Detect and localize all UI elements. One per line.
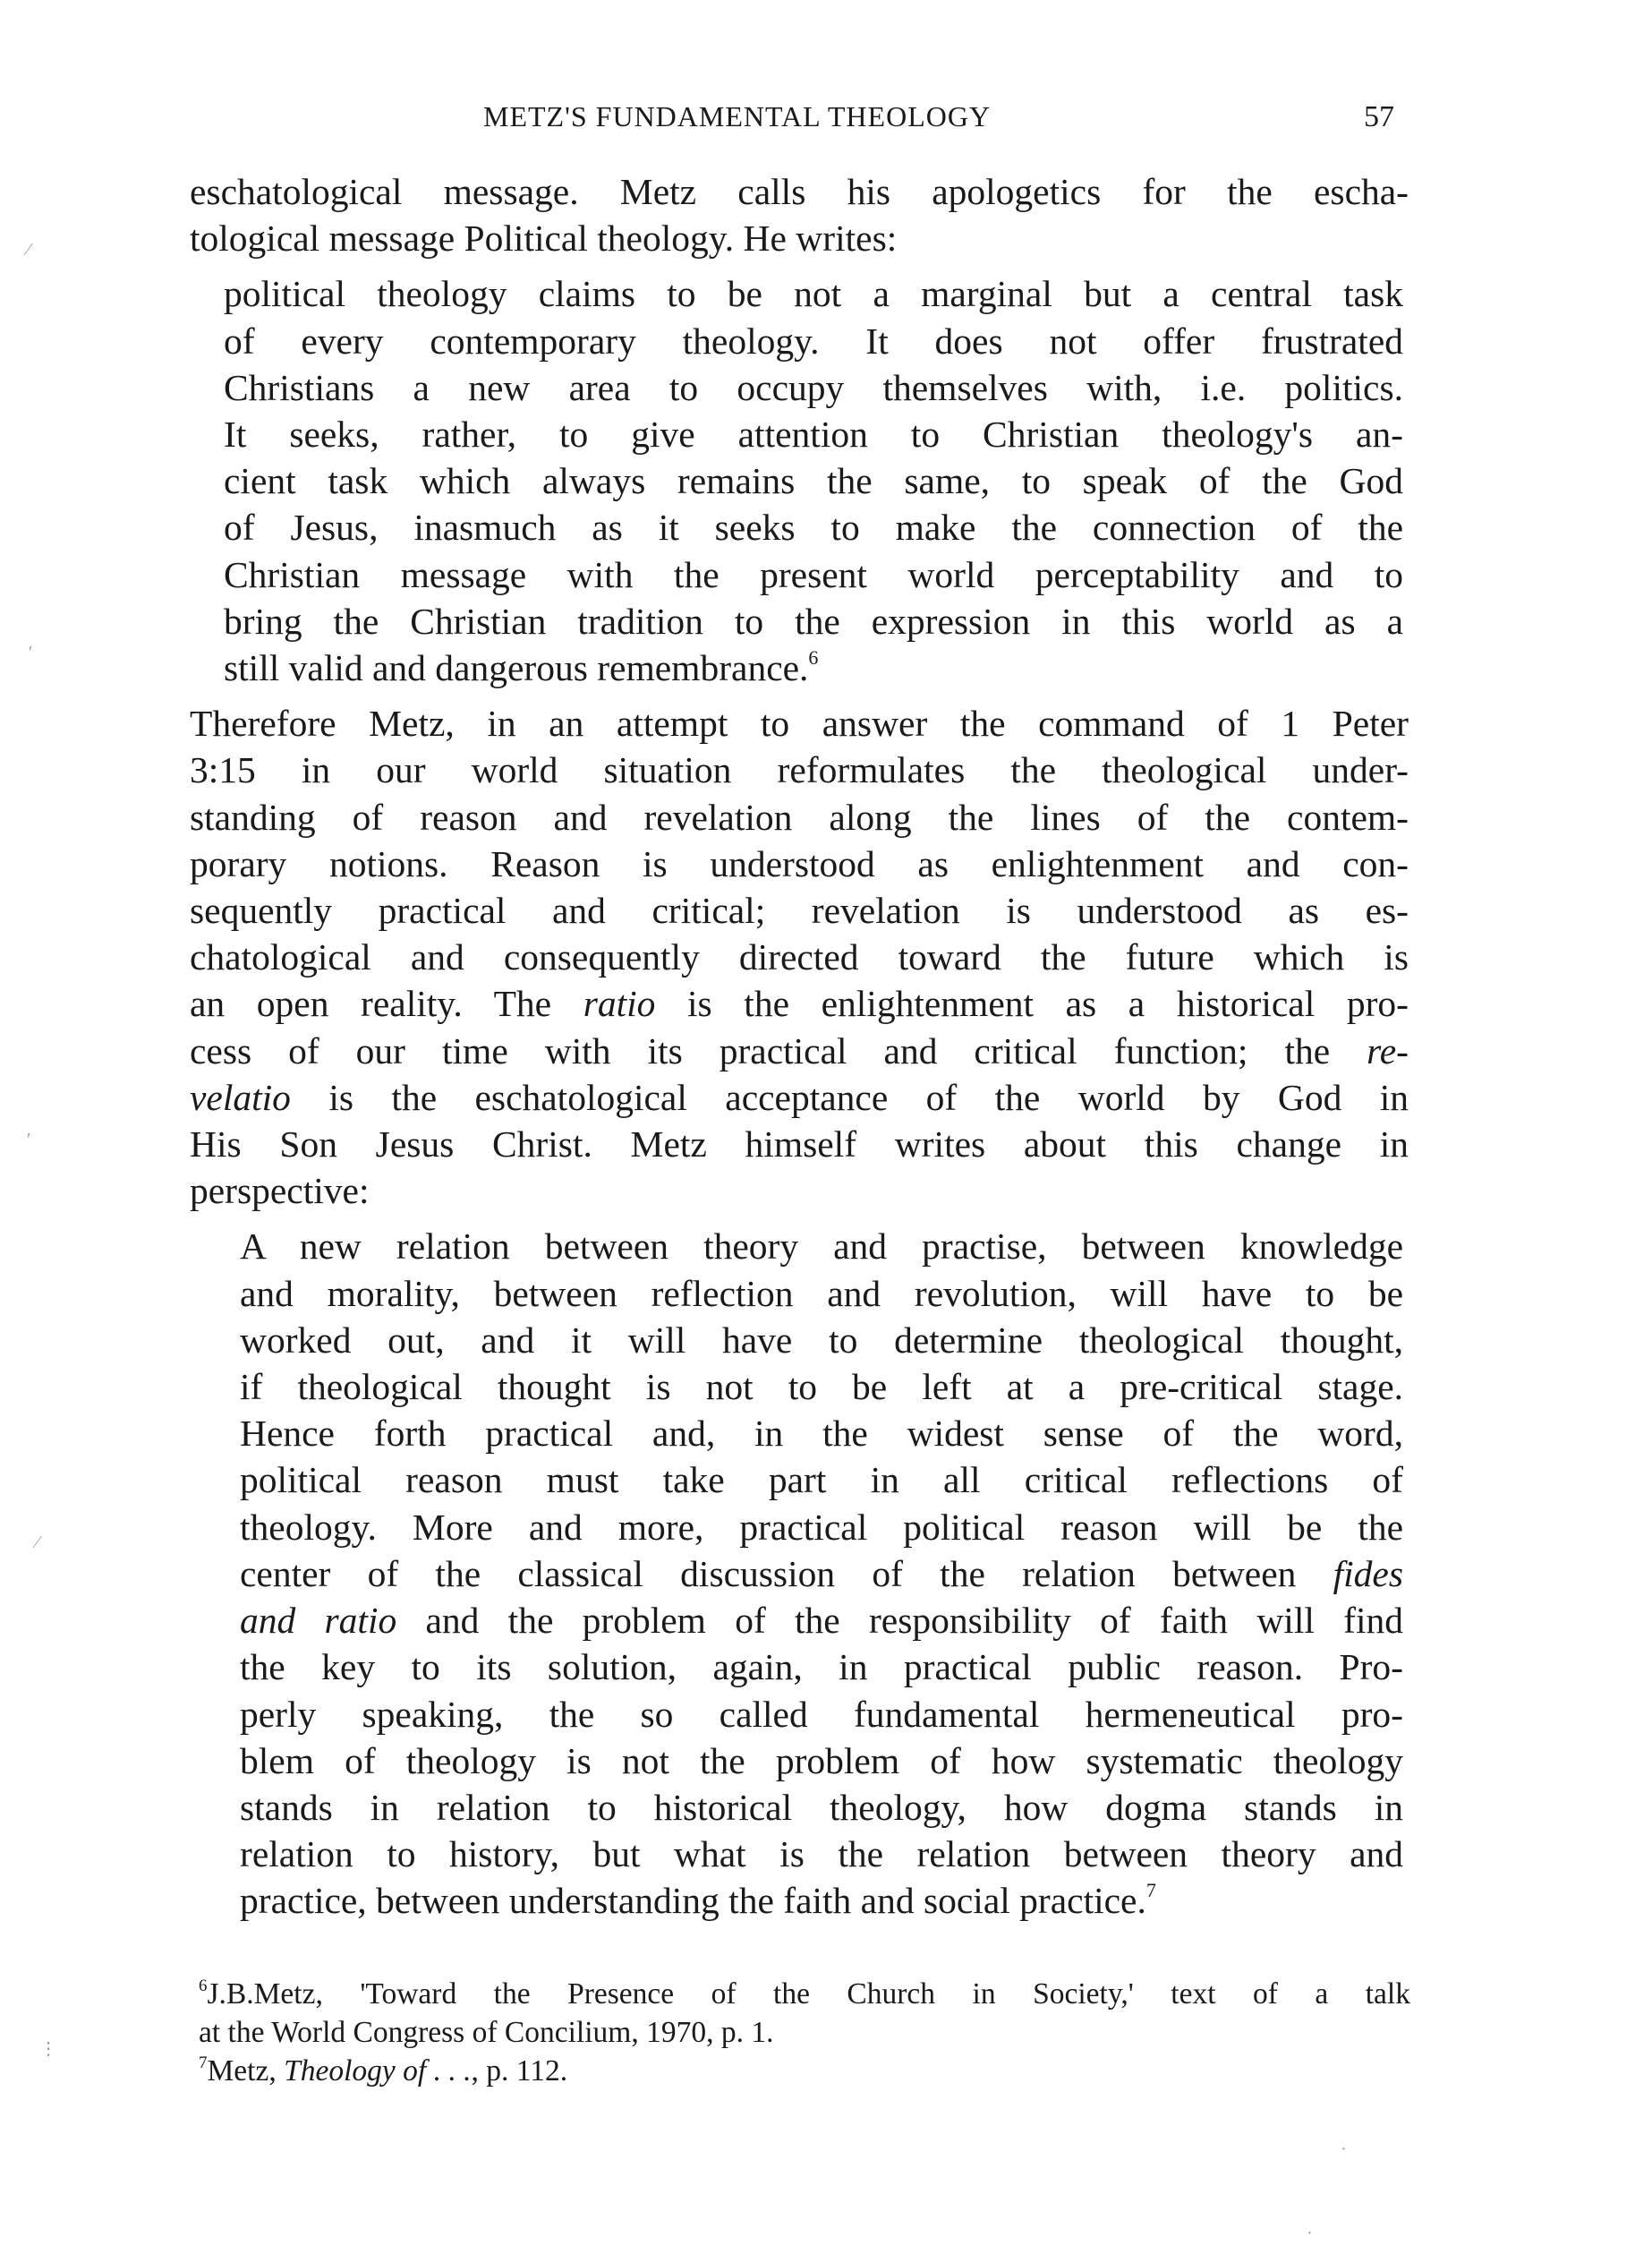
scan-speck: · xyxy=(1307,2224,1313,2243)
quote-line xyxy=(224,645,1403,691)
scan-speck: ′ xyxy=(29,643,33,662)
footnote-text: J.B.Metz, 'Toward the Presence of the Church in Society,' text of a talk xyxy=(207,1977,1410,2011)
page-number: 57 xyxy=(1364,100,1394,133)
italic-book-title: Theology of . . . xyxy=(284,2054,472,2088)
scan-speck: ⋮ xyxy=(39,2039,57,2059)
quote-line: Christian message with the present world perceptability and to xyxy=(224,553,1403,595)
quote-line: cient task which always remains the same, to speak of the God xyxy=(224,460,1403,502)
text-line: perspective: xyxy=(190,1170,370,1212)
scan-speck: ⁄ xyxy=(27,240,30,260)
quote-line: blem of theology is not the problem of how systematic theology xyxy=(240,1739,1403,1781)
text-run: center of the classical discussion of the relation between xyxy=(240,1552,1333,1594)
italic-and-ratio: and ratio xyxy=(240,1600,397,1642)
footnote-mark-7: 7 xyxy=(199,2053,208,2072)
quote-line: It seeks, rather, to give attention to Christian theology's an- xyxy=(224,414,1403,456)
text-line: sequently practical and critical; revelation is understood as es- xyxy=(190,890,1409,932)
running-head-title: METZ'S FUNDAMENTAL THEOLOGY xyxy=(483,100,992,132)
quote-text: practice, between understanding the faith and social practice. xyxy=(240,1880,1146,1922)
text-run: is the eschatological acceptance of the world by God in xyxy=(290,1076,1409,1118)
footnote-7 xyxy=(199,2052,1410,2090)
quote-line xyxy=(240,1550,1403,1597)
text-run: cess of our time with its practical and critical function; the xyxy=(190,1029,1367,1072)
footnote-mark-6: 6 xyxy=(199,1977,208,1995)
quote-line xyxy=(240,1597,1403,1644)
quote-text: still valid and dangerous remembrance. xyxy=(224,647,809,689)
running-head xyxy=(188,100,1414,140)
quote-line: Christians a new area to occupy themselves with, i.e. politics. xyxy=(224,366,1403,408)
text-line: Therefore Metz, in an attempt to answer the command of 1 Peter xyxy=(190,703,1409,745)
text-line: porary notions. Reason is understood as enlightenment and con- xyxy=(190,842,1409,884)
text-run: an open reality. The xyxy=(190,983,583,1025)
quote-line: of Jesus, inasmuch as it seeks to make the connection of the xyxy=(224,507,1403,549)
quote-line: political theology claims to be not a marginal but a central task xyxy=(224,273,1403,315)
italic-revelatio-start: re- xyxy=(1367,1029,1409,1072)
body-text xyxy=(190,168,1409,1934)
quote-line: and morality, between reflection and revolution, will have to be xyxy=(240,1272,1403,1314)
text-line: His Son Jesus Christ. Metz himself writes about this change in xyxy=(190,1123,1409,1165)
quote-line: political reason must take part in all critical reflections of xyxy=(240,1459,1403,1501)
text-line: tological message Political theology. He writes: xyxy=(190,218,898,260)
quote-line: if theological thought is not to be left at a pre-critical stage. xyxy=(240,1366,1403,1408)
italic-ratio: ratio xyxy=(583,983,656,1025)
quote-line: theology. More and more, practical political reason will be the xyxy=(240,1506,1403,1548)
block-quote-2 xyxy=(240,1223,1403,1924)
text-line xyxy=(190,980,1409,1027)
quote-line: stands in relation to historical theology, how dogma stands in xyxy=(240,1786,1403,1828)
footnote-6 xyxy=(199,1975,1410,2013)
quote-line: perly speaking, the so called fundamental hermeneutical pro- xyxy=(240,1693,1403,1735)
text-run: is the enlightenment as a historical pro- xyxy=(655,983,1409,1025)
text-line: 3:15 in our world situation reformulates the theological under- xyxy=(190,749,1409,791)
footnote-6-cont: at the World Congress of Concilium, 1970, p. 1. xyxy=(199,2016,774,2049)
text-line: eschatological message. Metz calls his apologetics for the escha- xyxy=(190,171,1409,212)
italic-fides: fides xyxy=(1333,1552,1403,1594)
quote-line: relation to history, but what is the relation between theory and xyxy=(240,1833,1403,1875)
text-run: and the problem of the responsibility of faith will find xyxy=(396,1600,1403,1642)
text-line: chatological and consequently directed toward the future which is xyxy=(190,936,1409,978)
footnote-ref-6: 6 xyxy=(808,646,819,670)
text-line xyxy=(190,1074,1409,1121)
intro-paragraph xyxy=(190,168,1409,261)
scan-speck: ⁄ xyxy=(36,1533,39,1552)
footnote-text: , p. 112. xyxy=(471,2054,568,2088)
text-line xyxy=(190,1028,1409,1074)
footnote-text: Metz, xyxy=(207,2054,285,2088)
quote-line: the key to its solution, again, in practical public reason. Pro- xyxy=(240,1646,1403,1688)
paragraph-2 xyxy=(190,700,1409,1214)
footnotes xyxy=(199,1975,1410,2090)
quote-line: Hence forth practical and, in the widest sense of the word, xyxy=(240,1413,1403,1455)
quote-line xyxy=(240,1877,1403,1924)
italic-revelatio-end: velatio xyxy=(190,1076,291,1118)
quote-line: A new relation between theory and practise, between knowledge xyxy=(240,1225,1403,1268)
text-line: standing of reason and revelation along the lines of the contem- xyxy=(190,796,1409,838)
footnote-ref-7: 7 xyxy=(1145,1879,1156,1902)
quote-line: worked out, and it will have to determine theological thought, xyxy=(240,1319,1403,1361)
scan-speck: · xyxy=(1341,2139,1347,2159)
quote-line: of every contemporary theology. It does not offer frustrated xyxy=(224,320,1403,362)
quote-line: bring the Christian tradition to the expression in this world as a xyxy=(224,600,1403,642)
block-quote-1 xyxy=(224,270,1403,691)
scan-speck: ′ xyxy=(27,1130,31,1149)
